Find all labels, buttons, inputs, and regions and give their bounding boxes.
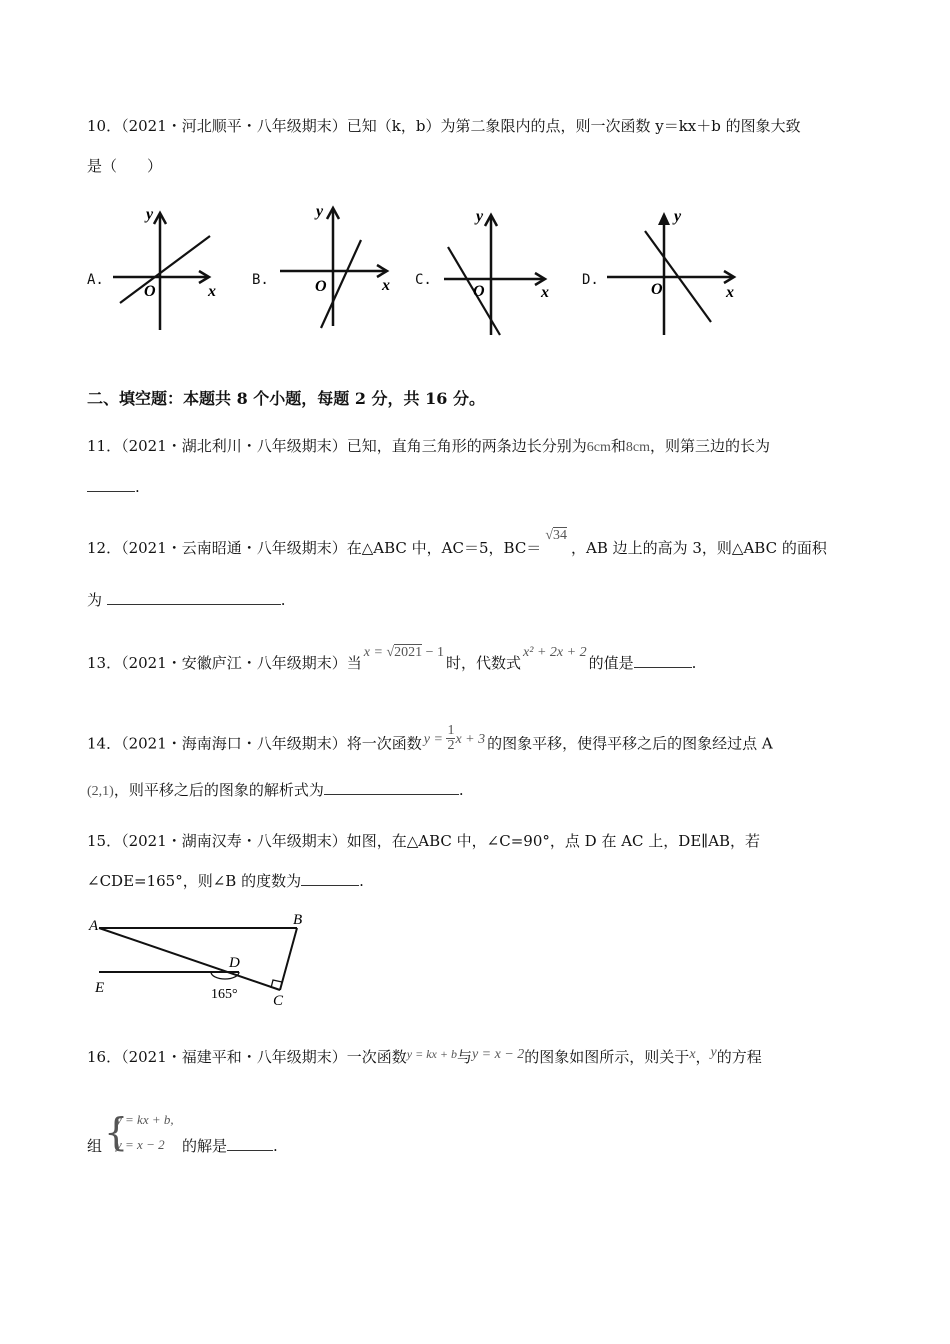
segment-ac xyxy=(99,928,280,990)
graph-line xyxy=(120,236,210,303)
q16-f1: y = kx + b xyxy=(406,1047,457,1061)
origin-label: O xyxy=(315,278,327,295)
brace: { xyxy=(104,1110,129,1154)
q14-line1: 14．（2021・海南海口・八年级期末）将一次函数 y = $\frac{1}{2}$ x + 3 的图象平移，使得平移之后的图象经过点 A xyxy=(87,723,773,753)
answer-blank xyxy=(634,653,692,668)
answer-blank xyxy=(324,780,459,795)
origin-label: O xyxy=(473,283,485,300)
q15-line1: 15．（2021・湖南汉寿・八年级期末）如图，在△ABC 中，∠C=90°，点 D 在 AC 上，DE∥AB，若 xyxy=(87,832,761,850)
q14-function: y = $\frac{1}{2}$ x + 3 xyxy=(423,723,486,753)
q16-line1: 16．（2021・福建平和・八年级期末）一次函数$^{y = kx + b}$与y = x − 2的图象如图所示，则关于x，y的方程 xyxy=(87,1045,762,1066)
q15-figure xyxy=(85,910,325,1015)
q14-line2: (2,1)，则平移之后的图象的解析式为 . xyxy=(87,781,464,799)
segment-bc xyxy=(280,928,297,990)
option-c-graph xyxy=(440,203,565,343)
system-eq1: y = kx + b, xyxy=(116,1112,174,1127)
x-label: x xyxy=(726,284,734,301)
y-label: y xyxy=(316,203,324,220)
q11-line2: . xyxy=(87,477,140,497)
label-a: A xyxy=(89,918,99,934)
q12-line2: 为 . xyxy=(87,591,286,609)
q10-line2: 是（ ） xyxy=(87,157,163,175)
option-a-graph xyxy=(108,200,228,335)
option-b-graph xyxy=(276,198,401,333)
label-e: E xyxy=(95,980,105,996)
option-a-label: A. xyxy=(87,272,104,288)
q13-expression: x² + 2x + 2 xyxy=(523,645,587,660)
option-c-label: C. xyxy=(415,272,432,288)
y-label: y xyxy=(146,206,154,223)
label-b: B xyxy=(293,912,303,928)
system-eq2: y = x − 2 xyxy=(116,1137,165,1152)
q15-line2: ∠CDE=165°，则∠B 的度数为 . xyxy=(87,872,364,890)
q12-line1: 12．（2021・云南昭通・八年级期末）在△ABC 中，AC＝5，BC＝√34，AB 边上的高为 3，则△ABC 的面积 xyxy=(87,538,827,560)
answer-blank xyxy=(87,477,135,492)
y-axis-arrow xyxy=(658,212,670,225)
origin-label: O xyxy=(144,283,156,300)
graph-line xyxy=(321,240,361,328)
option-d-label: D. xyxy=(582,272,599,288)
option-b-label: B. xyxy=(252,272,269,288)
q13-line: 13．（2021・安徽庐江・八年级期末）当x = √2021 − 1时，代数式x² + 2x + 2的值是 . xyxy=(87,653,696,675)
y-label: y xyxy=(674,208,682,225)
origin-label: O xyxy=(651,281,663,298)
q10-line1: 10．（2021・河北顺平・八年级期末）已知（k，b）为第二象限内的点，则一次函数 y＝kx＋b 的图象大致 xyxy=(87,117,801,135)
section-heading: 二、填空题：本题共 8 个小题，每题 2 分，共 16 分。 xyxy=(87,389,485,408)
label-c: C xyxy=(273,993,284,1009)
x-label: x xyxy=(382,277,390,294)
answer-blank xyxy=(301,871,359,886)
option-d-graph xyxy=(605,205,740,340)
x-label: x xyxy=(208,283,216,300)
angle-label: 165° xyxy=(211,987,238,1002)
answer-blank xyxy=(107,590,281,605)
answer-blank xyxy=(227,1136,273,1151)
q13-condition: x = √2021 − 1 xyxy=(363,645,445,660)
q16-f2: y = x − 2 xyxy=(471,1047,525,1062)
x-label: x xyxy=(541,284,549,301)
label-d: D xyxy=(229,955,240,971)
y-label: y xyxy=(476,208,484,225)
q11-line1: 11．（2021・湖北利川・八年级期末）已知，直角三角形的两条边长分别为6cm和8cm，则第三边的长为 xyxy=(87,437,771,455)
sqrt-34: √34 xyxy=(545,528,567,543)
